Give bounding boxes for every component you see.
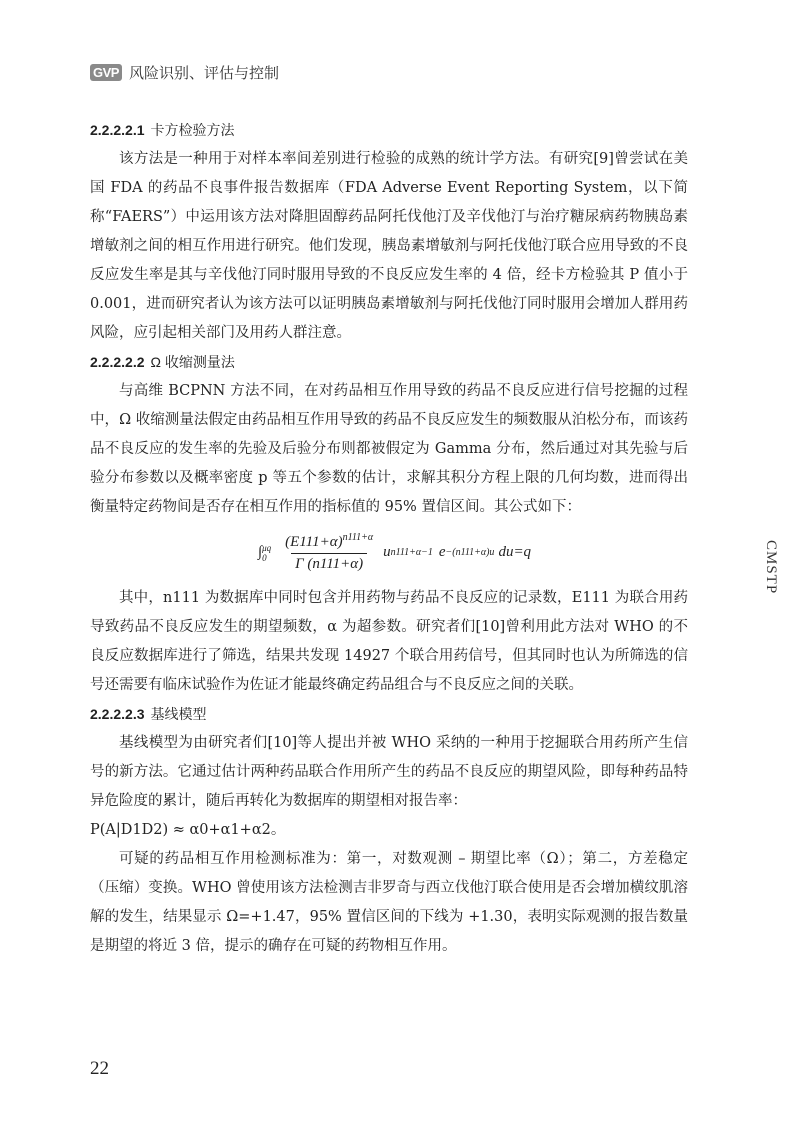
- formula-block: [90, 522, 688, 584]
- formula-fraction: $\frac{(E111+\alpha)^{n111+\alpha}}{\Gamma (n111+\alpha)}$: [285, 532, 374, 572]
- paragraph-omega-explanation: 其中，n111 为数据库中同时包含并用药物与药品不良反应的记录数，E111 为联合用药导致药品不良反应发生的期望频数，α 为超参数。研究者们[10]曾利用此方法对 WHO 的不良反应数据库进行了筛选，结果共发现 14927 个联合用药信号，但其同时也认为所筛选的信号还需要有临床试验作为佐证才能最终确定药品组合与不良反应之间的关联。: [90, 590, 688, 693]
- logo-text: GVP: [90, 64, 122, 81]
- omega-formula: ∫ μq 0 $\frac{(E111+\alpha)^{n111+\alpha}}{\Gamma (n111+\alpha)}$ u n111+α−1 e −(n111+α)u du=q: [258, 532, 532, 572]
- baseline-formula-line: P(A|D1D2) ≈ α0+α1+α2。: [90, 822, 286, 838]
- page-body: [90, 116, 688, 961]
- side-label: CMSTP: [763, 540, 779, 595]
- page-number: 22: [90, 1058, 109, 1079]
- paragraph-detection-criteria: 可疑的药品相互作用检测标准为：第一，对数观测 – 期望比率（Ω）；第二，方差稳定（压缩）变换。WHO 曾使用该方法检测吉非罗奇与西立伐他汀联合使用是否会增加横纹肌溶解的发生，结果显示 Ω=+1.47，95% 置信区间的下线为 +1.30，表明实际观测的报告数量是期望的将近 3 倍，提示的确存在可疑的药物相互作用。: [90, 851, 688, 954]
- gvp-logo: [90, 63, 122, 83]
- header-title: 风险识别、评估与控制: [128, 65, 279, 82]
- section-heading-omega: 2.2.2.2.2 Ω 收缩测量法: [90, 354, 235, 370]
- section-heading-chi-square: 2.2.2.2.1 卡方检验方法: [90, 122, 235, 138]
- section-heading-baseline: 2.2.2.2.3 基线模型: [90, 706, 207, 722]
- paragraph-omega: 与高维 BCPNN 方法不同，在对药品相互作用导致的药品不良反应进行信号挖掘的过程中，Ω 收缩测量法假定由药品相互作用导致的药品不良反应发生的频数服从泊松分布，而该药品不良反应的发生率的先验及后验分布则都被假定为 Gamma 分布，然后通过对其先验与后验分布参数以及概率密度 p 等五个参数的估计，求解其积分方程上限的几何均数，进而得出衡量特定药物间是否存在相互作用的指标值的 95% 置信区间。其公式如下：: [90, 383, 688, 515]
- running-header: [90, 62, 279, 83]
- paragraph-chi-square: 该方法是一种用于对样本率间差别进行检验的成熟的统计学方法。有研究[9]曾尝试在美国 FDA 的药品不良事件报告数据库（FDA Adverse Event Reporting System，以下简称“FAERS”）中运用该方法对降胆固醇药品阿托伐他汀及辛伐他汀与治疗糖尿病药物胰岛素增敏剂之间的相互作用进行研究。他们发现，胰岛素增敏剂与阿托伐他汀联合应用导致的不良反应发生率是其与辛伐他汀同时服用导致的不良反应发生率的 4 倍，经卡方检验其 P 值小于 0.001，进而研究者认为该方法可以证明胰岛素增敏剂与阿托伐他汀同时服用会增加人群用药风险，应引起相关部门及用药人群注意。: [90, 151, 688, 341]
- paragraph-baseline: 基线模型为由研究者们[10]等人提出并被 WHO 采纳的一种用于挖掘联合用药所产生信号的新方法。它通过估计两种药品联合作用所产生的药品不良反应的期望风险，即每种药品特异危险度的累计，随后再转化为数据库的期望相对报告率：: [90, 735, 688, 809]
